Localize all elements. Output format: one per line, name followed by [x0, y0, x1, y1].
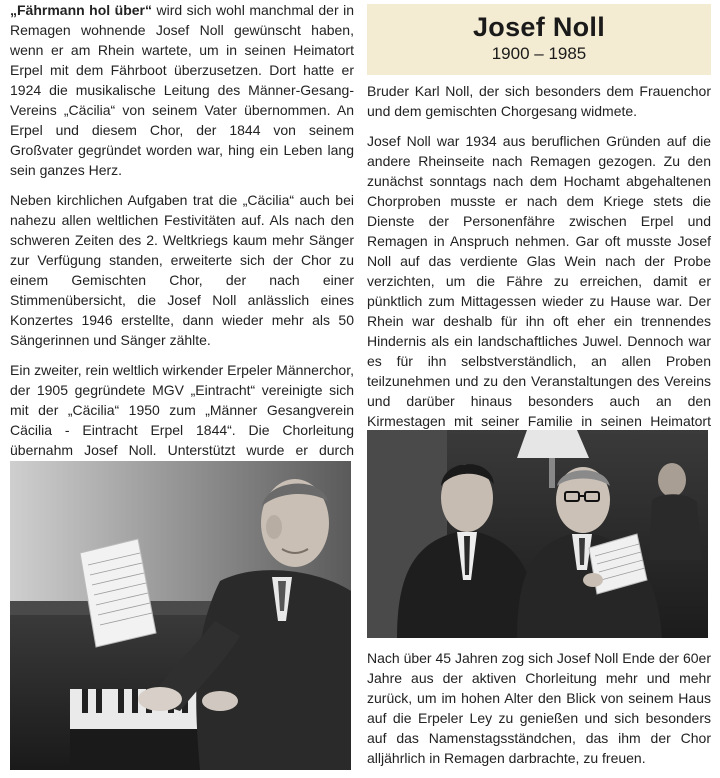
left-paragraph-1-text: wird sich wohl manchmal der in Remagen wohnende Josef Noll gewünscht haben, wenn er am Rhein wartete, um in seinen Heimatort Erpel mit dem Fährboot überzusetzen. Dort hatte er 1924 die musikalische Leitung des Männer-Gesang-Vereins „Cäcilia“ von seinem Vater übernommen. An Erpel und diesem Chor, der 1844 von seinem Großvater gegründet worden war, hing ein Leben lang sein ganzes Herz.	[10, 2, 355, 178]
page-title: Josef Noll	[472, 12, 606, 42]
left-paragraph-1	[10, 0, 354, 180]
title-box	[367, 4, 711, 75]
left-paragraph-3: Ein zweiter, rein weltlich wirkender Erpeler Männerchor, der 1905 gegründete MGV „Eintracht“ vereinigte sich mit der „Cäcilia“ 1950 zum „Männer Gesangverein Cäcilia - Eintracht Erpel 1844“. Die Chorleitung übernahm Josef Noll. Unterstützt wurde er durch	[10, 362, 354, 458]
life-dates: 1900 – 1985	[491, 44, 587, 63]
right-paragraph-1: Bruder Karl Noll, der sich besonders dem Frauenchor und dem gemischten Chorgesang widmete.	[367, 83, 711, 119]
left-column	[10, 0, 354, 490]
right-paragraph-2: Josef Noll war 1934 aus beruflichen Gründen auf die andere Rheinseite nach Remagen gezogen. Zu den zunächst sonntags nach dem Hochamt abgehaltenen Chorproben musste er nach dem Kriege stets die Dienste der Personenfähre zwischen Erpel und Remagen in Anspruch nehmen. Gar oft musste Josef Noll auf das verdiente Glas Wein nach der Probe verzichten, um die Fähre zu erreichen, damit er pünktlich zum Mittagessen wieder zu Hause war. Der Rhein war deshalb für ihn oft eher ein trennendes Hindernis als ein landschaftliches Juwel. Dennoch war es für ihn selbstverständlich, an allen Proben teilzunehmen und zu den Veranstaltungen des Vereins und darüber hinaus besonders auch an den Kirmestagen mit seiner Familie in seinen Heimatort	[367, 133, 711, 429]
lead-quote: „Fährmann hol über“	[10, 2, 152, 18]
right-column	[367, 0, 711, 461]
photo-man-at-piano	[10, 461, 351, 770]
right-paragraph-3: Nach über 45 Jahren zog sich Josef Noll Ende der 60er Jahre aus der aktiven Chorleitung mehr und mehr zurück, um im hohen Alter den Blick von seinem Haus auf die Erpeler Ley zu genießen und sich besonders auf das Namenstagsständchen, das ihm der Chor alljährlich in Remagen darbrachte, zu freuen.	[367, 650, 711, 766]
photo-men-singing	[367, 430, 708, 638]
right-closing-text	[367, 648, 711, 778]
left-paragraph-2: Neben kirchlichen Aufgaben trat die „Cäcilia“ auch bei nahezu allen weltlichen Festivitäten auf. Als nach den schweren Zeiten des 2. Weltkriegs kaum mehr Sänger zur Verfügung standen, erweiterte sich der Chor zu einem Gemischten Chor, der nach einer Stimmenübersicht, die Josef Noll anlässlich eines Konzertes 1946 erstellte, dann wieder mehr als 50 Sängerinnen und Sänger zählte.	[10, 192, 354, 348]
